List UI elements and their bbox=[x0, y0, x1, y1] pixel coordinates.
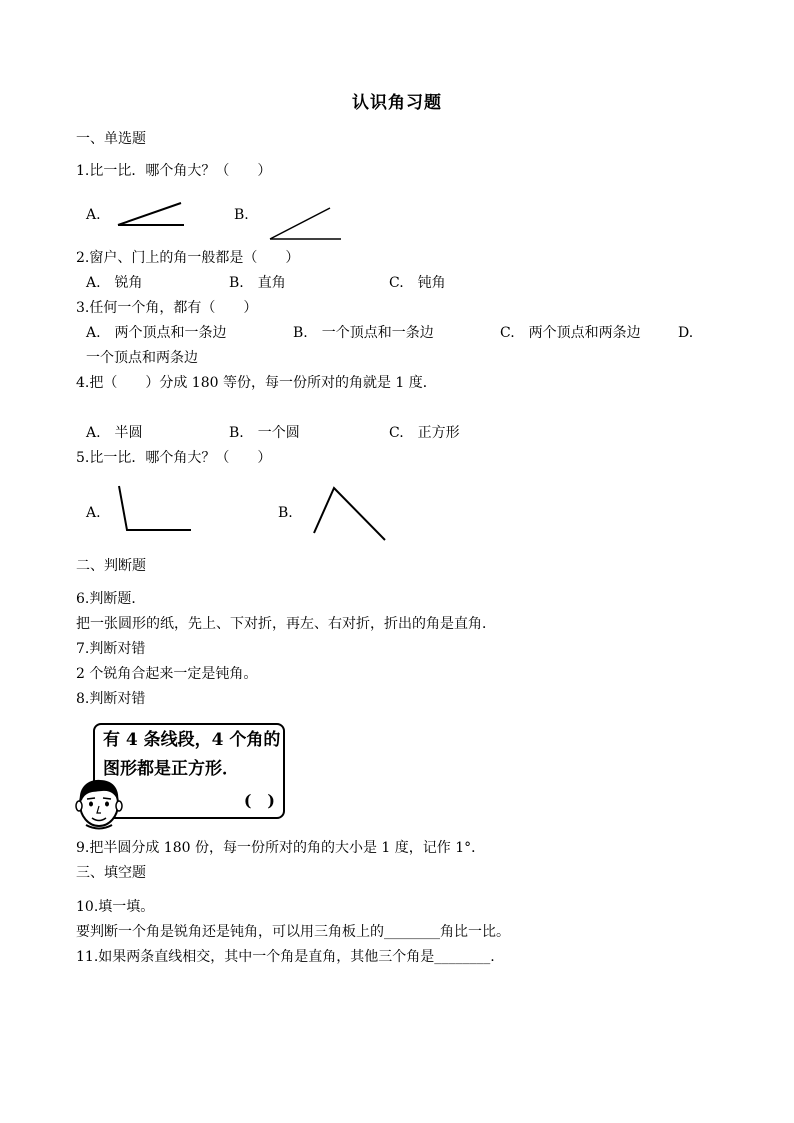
q8-bubble-line-2: 图形都是正方形． bbox=[103, 759, 239, 779]
q5-option-b-label[interactable]: B. bbox=[278, 505, 293, 521]
question-3-stem: 3.任何一个角，都有（ ） bbox=[76, 300, 258, 316]
q8-bubble-line-1: 有 4 条线段，4 个角的 bbox=[103, 730, 281, 750]
q3-option-a[interactable]: A. 两个顶点和一条边 bbox=[86, 325, 227, 341]
q4-option-c[interactable]: C. 正方形 bbox=[389, 425, 460, 441]
q2-option-b[interactable]: B. 直角 bbox=[229, 275, 286, 291]
question-10-stem: 10.填一填。 bbox=[76, 899, 155, 915]
q2-option-a[interactable]: A. 锐角 bbox=[86, 275, 143, 291]
question-8-stem: 8.判断对错 bbox=[76, 691, 146, 707]
question-6-body: 把一张圆形的纸，先上、下对折，再左、右对折，折出的角是直角． bbox=[76, 616, 496, 632]
q5-option-a-label[interactable]: A. bbox=[86, 505, 101, 521]
question-4-stem: 4.把（ ）分成 180 等份，每一份所对的角就是 1 度． bbox=[76, 375, 437, 391]
question-2-stem: 2.窗户、门上的角一般都是（ ） bbox=[76, 250, 300, 266]
q3-option-d-label[interactable]: D. bbox=[678, 325, 694, 341]
q8-answer-blank[interactable]: ( ) bbox=[243, 791, 275, 810]
section-heading-single-choice: 一、单选题 bbox=[76, 131, 146, 147]
q3-option-b[interactable]: B. 一个顶点和一条边 bbox=[293, 325, 434, 341]
section-heading-true-false: 二、判断题 bbox=[76, 558, 146, 574]
q4-option-a[interactable]: A. 半圆 bbox=[86, 425, 143, 441]
question-7-stem: 7.判断对错 bbox=[76, 641, 146, 657]
q3-option-c[interactable]: C. 两个顶点和两条边 bbox=[500, 325, 641, 341]
question-1-stem: 1.比一比．哪个角大？（ ） bbox=[76, 163, 272, 179]
q4-option-b[interactable]: B. 一个圆 bbox=[229, 425, 300, 441]
boy-face-illustration bbox=[72, 776, 126, 830]
question-6-stem: 6.判断题． bbox=[76, 591, 146, 607]
q1-option-b-label[interactable]: B. bbox=[234, 207, 249, 223]
section-heading-fill-blank: 三、填空题 bbox=[76, 865, 146, 881]
question-10-body: 要判断一个角是锐角还是钝角，可以用三角板上的________角比一比。 bbox=[76, 924, 510, 940]
question-9-stem: 9.把半圆分成 180 份，每一份所对的角的大小是 1 度，记作 1°． bbox=[76, 840, 486, 856]
q2-option-c[interactable]: C. 钝角 bbox=[389, 275, 446, 291]
question-5-stem: 5.比一比．哪个角大？（ ） bbox=[76, 450, 272, 466]
q3-option-d-text[interactable]: 一个顶点和两条边 bbox=[86, 350, 198, 366]
page-title: 认识角习题 bbox=[352, 93, 442, 113]
q1-option-a-label[interactable]: A. bbox=[86, 207, 101, 223]
question-7-body: 2 个锐角合起来一定是钝角。 bbox=[76, 666, 258, 682]
question-11-stem: 11.如果两条直线相交，其中一个角是直角，其他三个角是________. bbox=[76, 949, 495, 965]
